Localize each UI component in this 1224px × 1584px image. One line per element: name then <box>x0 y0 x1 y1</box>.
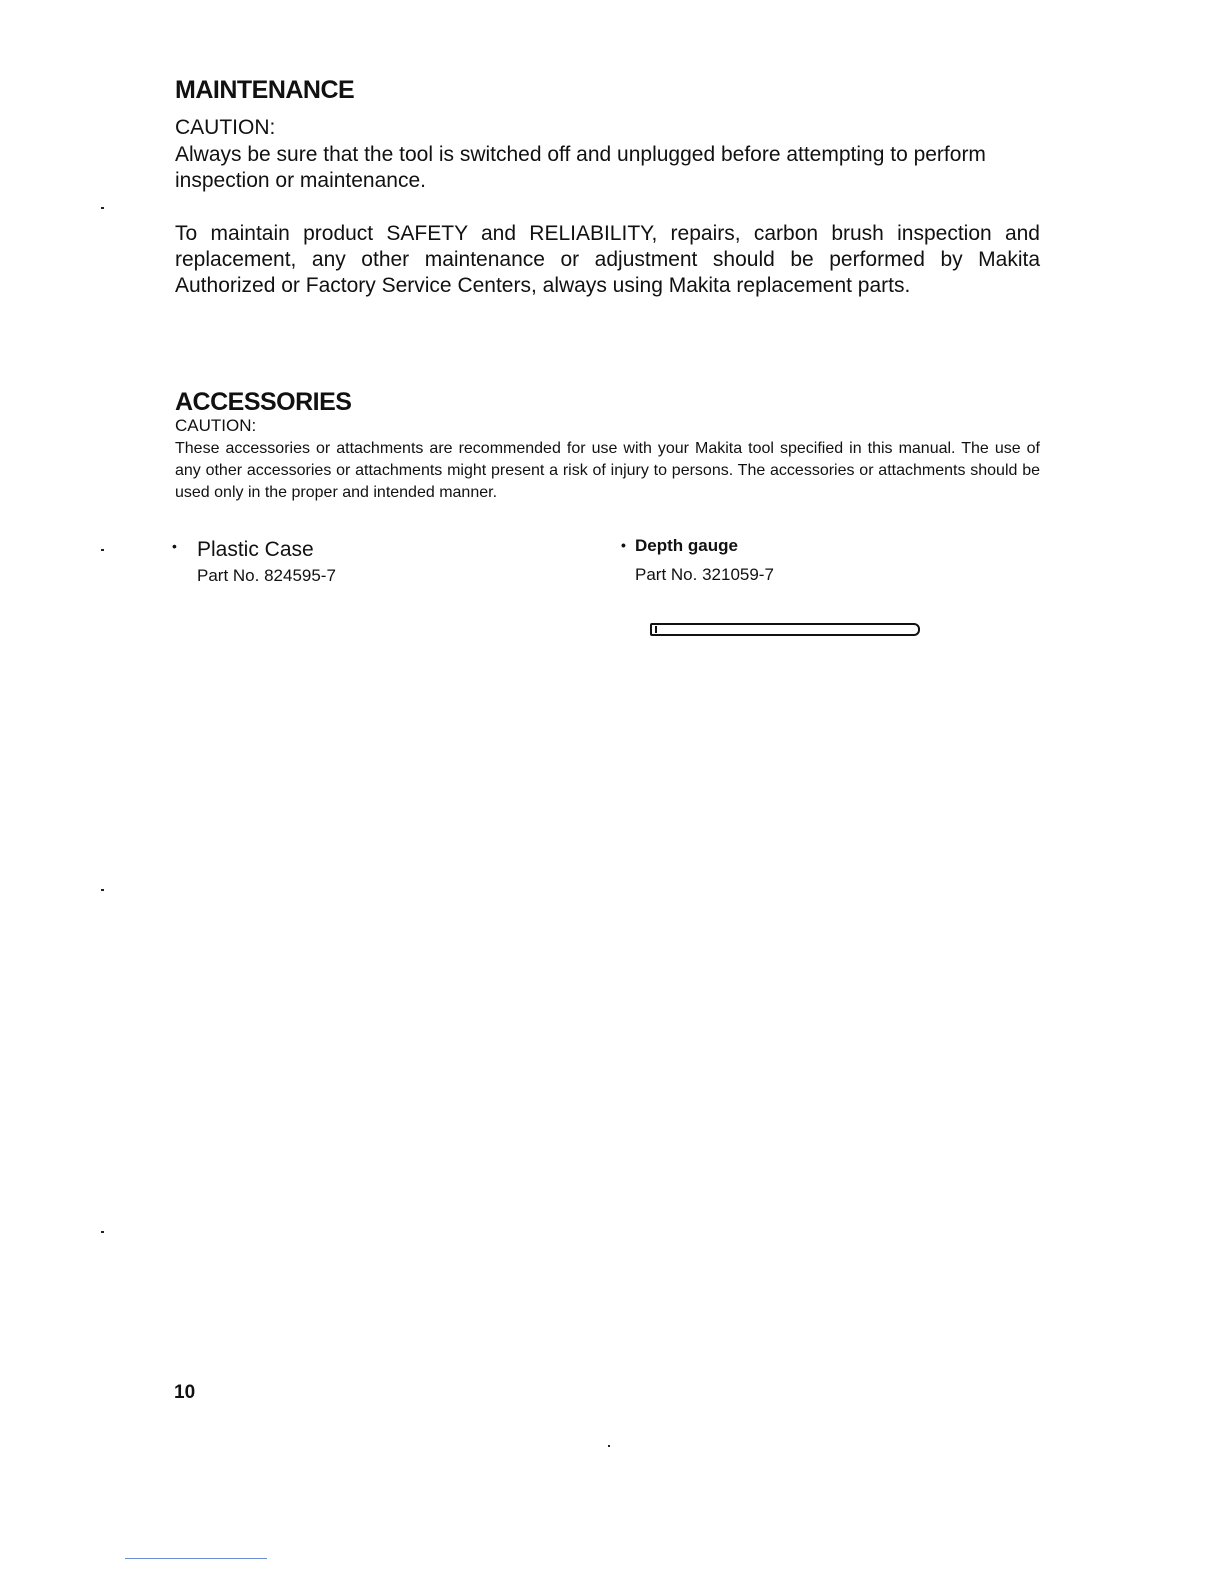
maintenance-caution-label: CAUTION: <box>175 116 276 139</box>
accessories-caution-text: These accessories or attachments are recommended for use with your Makita tool specified in this manual. The use of any other accessories or attachments might present a risk of injury to persons. The accessories or attachments should be used only in the proper and intended manner. <box>175 440 1040 501</box>
maintenance-caution-text: Always be sure that the tool is switched off and unplugged before attempting to perform inspection or maintenance. <box>175 143 986 192</box>
accessories-caution-label: CAUTION: <box>175 416 257 435</box>
scan-mark <box>101 1231 104 1233</box>
accessory-name: Depth gauge <box>635 536 738 555</box>
bullet-icon: • <box>172 538 177 554</box>
scan-mark <box>101 207 104 209</box>
scan-mark <box>101 549 104 551</box>
page-number: 10 <box>174 1382 196 1403</box>
depth-gauge-illustration <box>650 623 920 636</box>
depth-gauge-end-icon <box>655 626 657 633</box>
accessory-part-number: Part No. 321059-7 <box>635 565 774 584</box>
scan-mark <box>101 889 104 891</box>
scan-mark <box>608 1445 610 1447</box>
maintenance-paragraph: To maintain product SAFETY and RELIABILITY, repairs, carbon brush inspection and replacement, any other maintenance or adjustment should be performed by Makita Authorized or Factory Service Centers, always using Makita replacement parts. <box>175 222 1040 297</box>
bottom-rule <box>125 1558 267 1559</box>
maintenance-heading: MAINTENANCE <box>175 76 355 104</box>
bullet-icon: • <box>621 537 626 553</box>
accessory-name: Plastic Case <box>197 538 314 561</box>
accessories-heading: ACCESSORIES <box>175 388 352 416</box>
accessory-part-number: Part No. 824595-7 <box>197 566 336 585</box>
